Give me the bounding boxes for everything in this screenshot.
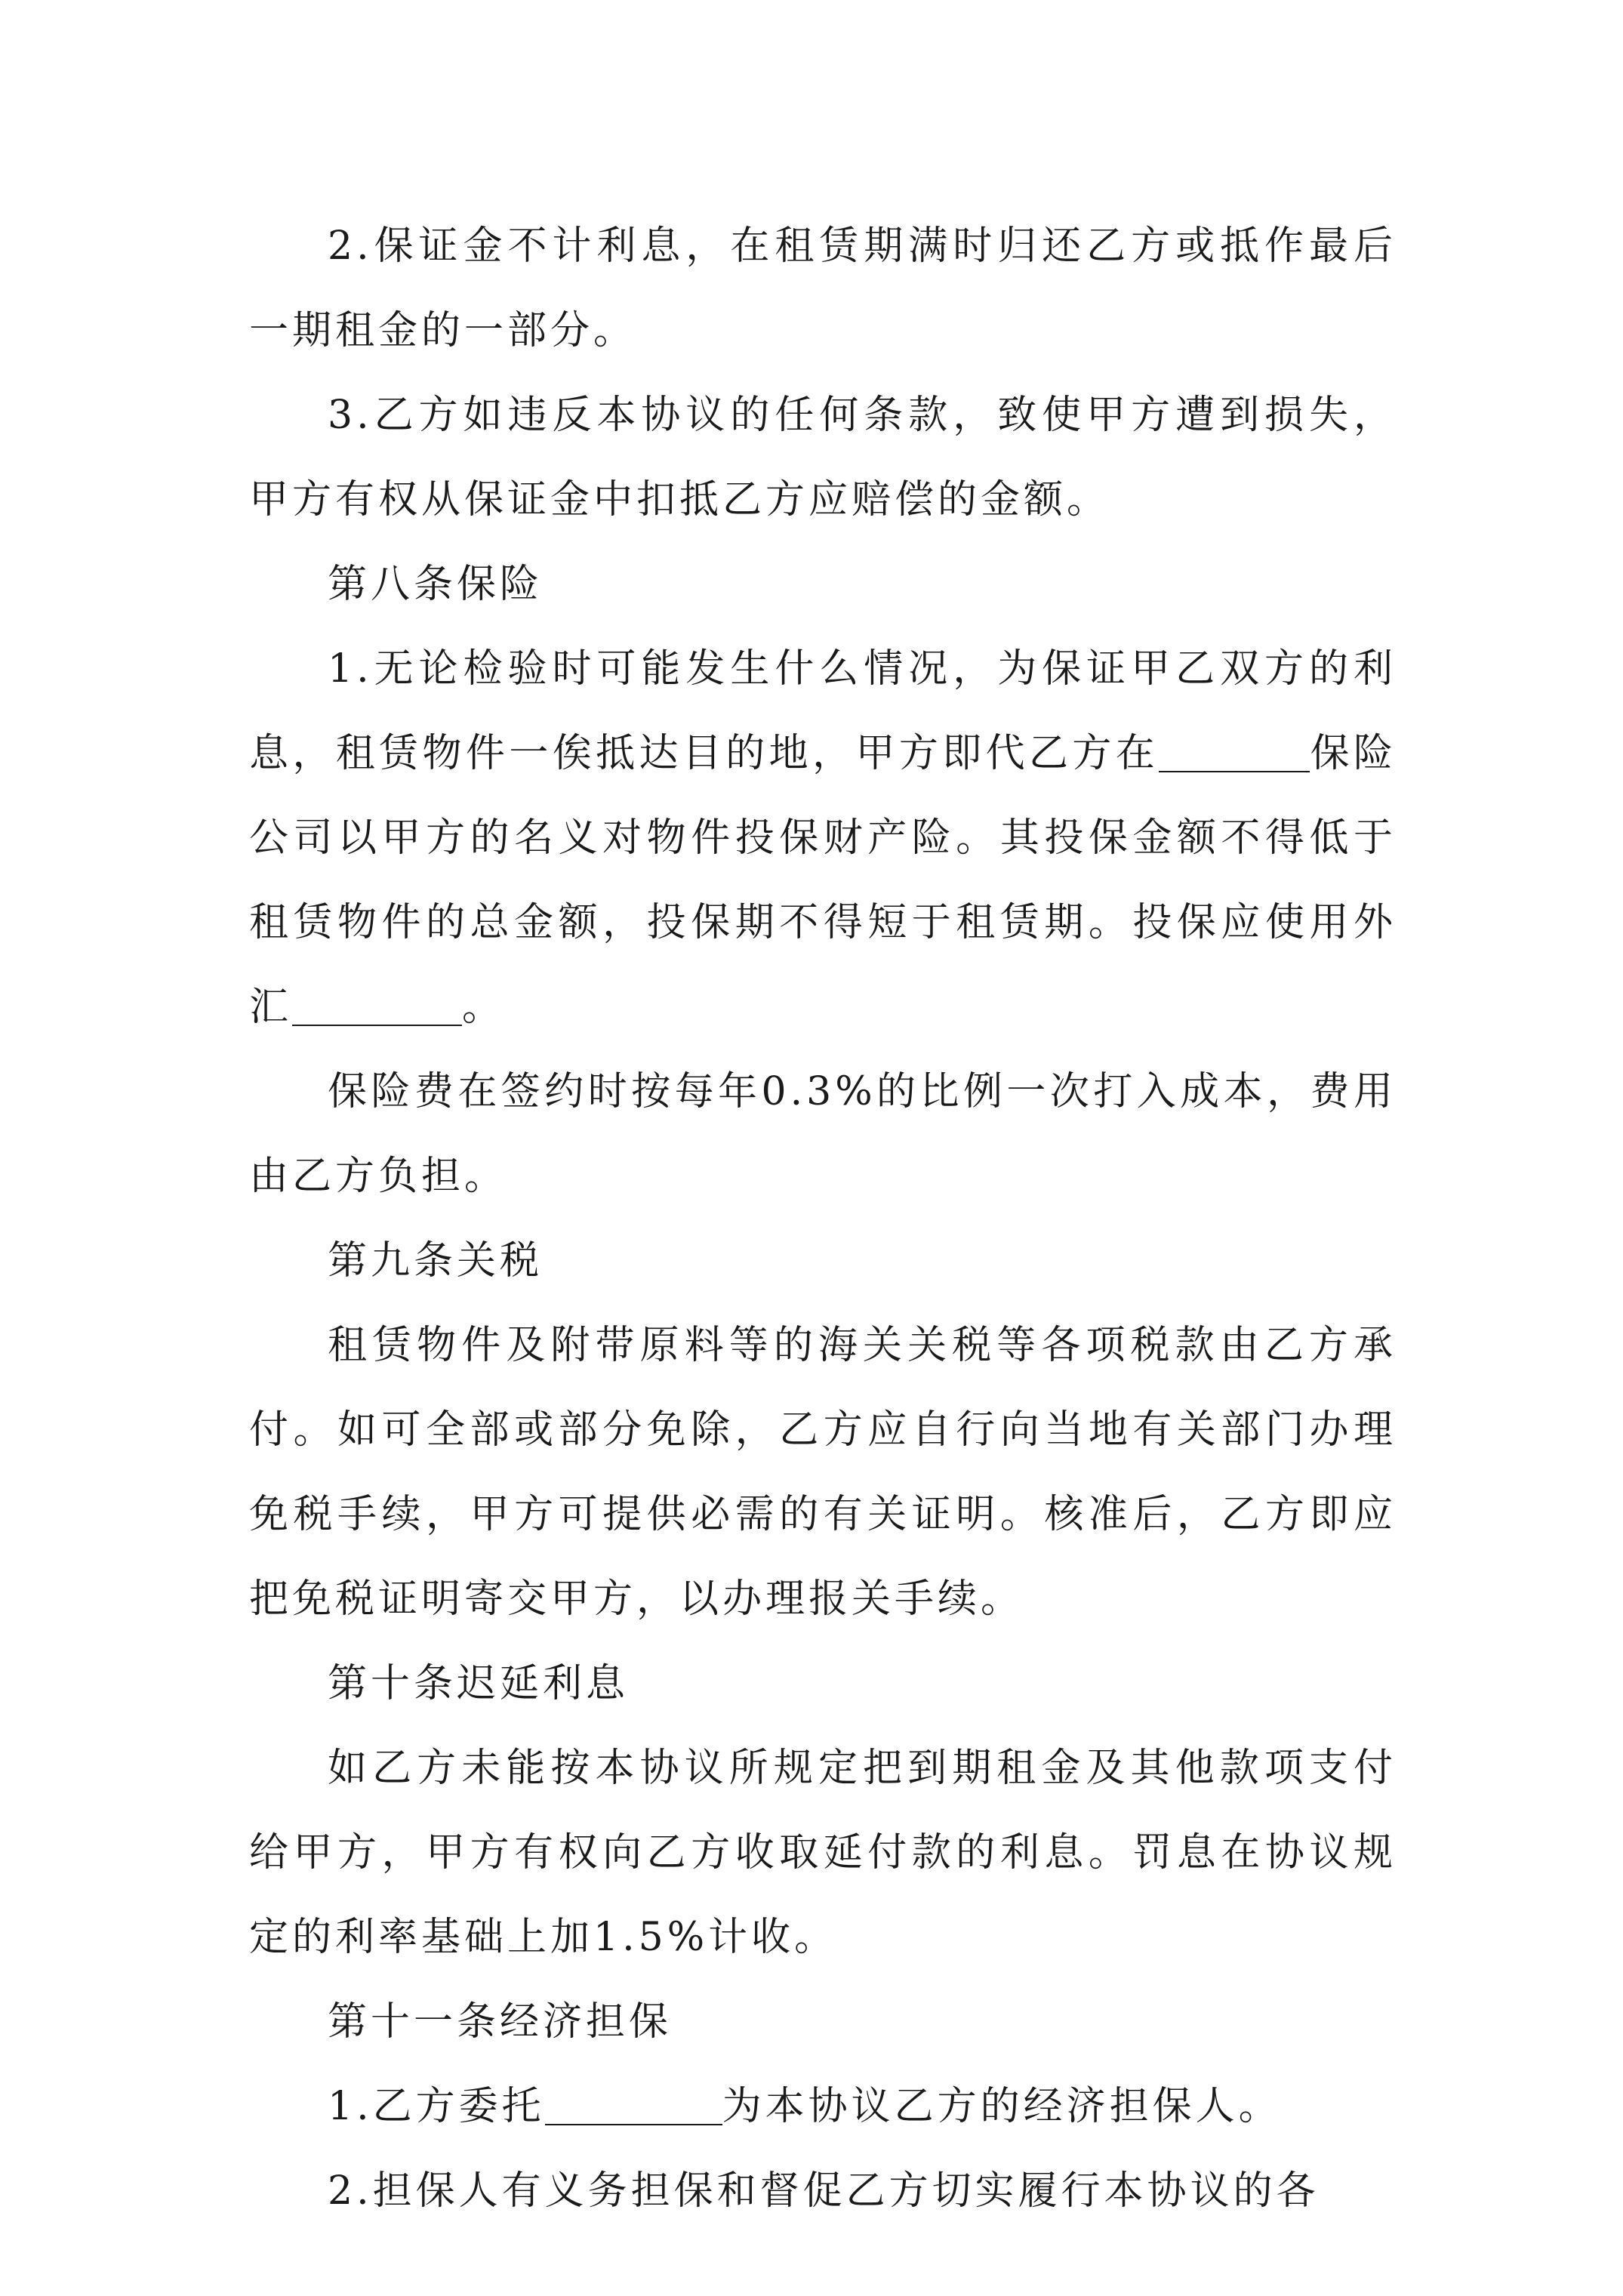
- paragraph-guarantor: [249, 2064, 1397, 2149]
- guarantor-text-part-2: 为本协议乙方的经济担保人。: [722, 2084, 1282, 2129]
- paragraph-insurance-terms: [249, 627, 1397, 1049]
- paragraph-guarantor-duty: 2.担保人有义务担保和督促乙方切实履行本协议的各: [328, 2168, 1320, 2214]
- paragraph-late-interest: 如乙方未能按本协议所规定把到期租金及其他款项支付给甲方，甲方有权向乙方收取延付款的利息。罚息在协议规定的利率基础上加1.5%计收。: [249, 1746, 1397, 1960]
- insurance-text-part-2: 保险公司以甲方的名义对物件投保财产险。其投保金额不得低于租赁物件的总金额，投保期不得短于租赁期。投保应使用外汇: [249, 731, 1397, 1030]
- heading-article-8-insurance: 第八条保险: [328, 562, 544, 607]
- guarantor-text-part-1: 1.乙方委托: [328, 2084, 545, 2129]
- insurance-company-blank: [1159, 732, 1310, 772]
- paragraph-insurance-fee: 保险费在签约时按每年0.3%的比例一次打入成本，费用由乙方负担。: [249, 1069, 1397, 1199]
- heading-article-10-late-interest: 第十条迟延利息: [328, 1661, 630, 1706]
- paragraph-deposit-deduction: 3.乙方如违反本协议的任何条款，致使甲方遭到损失，甲方有权从保证金中扣抵乙方应赔偿的金额。: [249, 393, 1397, 522]
- heading-article-11-guarantee: 第十一条经济担保: [328, 1999, 673, 2045]
- insurance-text-part-3: 。: [462, 985, 506, 1030]
- insurance-text-part-1: 1.无论检验时可能发生什么情况，为保证甲乙双方的利息，租赁物件一俟抵达目的地，甲方即代乙方在: [249, 646, 1397, 776]
- paragraph-deposit-interest: 2.保证金不计利息，在租赁期满时归还乙方或抵作最后一期租金的一部分。: [249, 223, 1397, 353]
- document-body: [249, 204, 1397, 2233]
- foreign-currency-blank: [292, 985, 462, 1026]
- guarantor-blank: [545, 2085, 722, 2125]
- heading-article-9-customs: 第九条关税: [328, 1238, 544, 1284]
- paragraph-customs-duties: 租赁物件及附带原料等的海关关税等各项税款由乙方承付。如可全部或部分免除，乙方应自行向当地有关部门办理免税手续，甲方可提供必需的有关证明。核准后，乙方即应把免税证明寄交甲方，以办理报关手续。: [249, 1323, 1397, 1622]
